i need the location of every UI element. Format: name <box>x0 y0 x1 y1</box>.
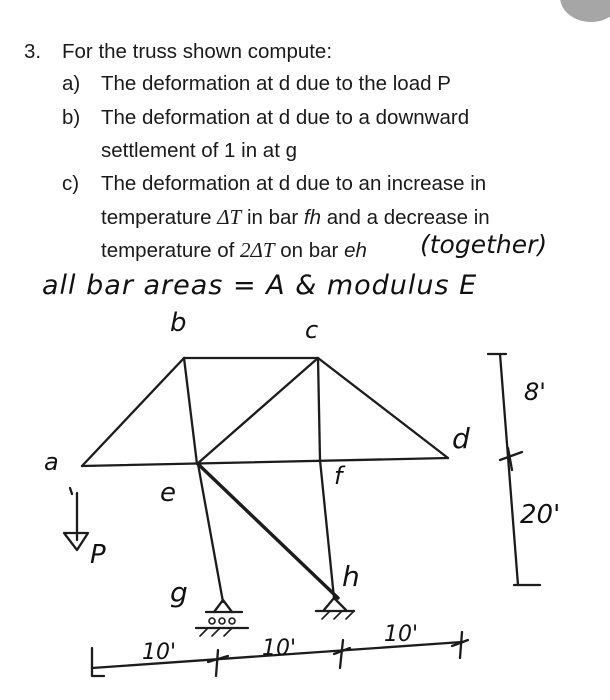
item-c-line2-suffix: and a decrease in <box>321 206 490 229</box>
dim-tick-2b <box>340 640 343 668</box>
support-g-hatch-2 <box>212 628 220 636</box>
item-c-line2-mid: in bar <box>241 206 304 229</box>
node-label-e: e <box>160 478 176 508</box>
item-c-two-delta-t: 2ΔT <box>240 238 275 262</box>
item-b-label: b) <box>62 106 81 129</box>
roller-g-1 <box>209 618 215 624</box>
item-c-bar-eh: eh <box>344 239 367 262</box>
item-b-text-line2: settlement of 1 in at g <box>101 139 298 162</box>
load-label-p: P <box>90 540 106 570</box>
item-a-label: a) <box>62 72 81 95</box>
bar-ad <box>82 458 448 466</box>
dim-label-span2: 10' <box>262 636 297 661</box>
roller-g-3 <box>229 618 235 624</box>
support-h-hatch-1 <box>322 611 330 619</box>
item-c-text-line1: The deformation at d due to an increase in <box>101 172 487 195</box>
bar-ce <box>197 358 318 464</box>
bar-cd <box>318 358 448 458</box>
dim-tick-1b <box>216 650 218 676</box>
support-h <box>324 598 346 610</box>
note-bar-areas: all bar areas = A & modulus E <box>42 270 478 301</box>
support-h-hatch-3 <box>346 611 354 619</box>
roller-g-2 <box>219 618 225 624</box>
node-label-h: h <box>342 560 360 593</box>
load-tick <box>70 488 72 494</box>
support-h-hatch-2 <box>334 611 342 619</box>
support-g <box>214 600 232 612</box>
support-g-hatch-3 <box>224 628 232 636</box>
node-label-f: f <box>334 462 343 490</box>
support-g-hatch <box>200 628 208 636</box>
bar-fh <box>320 460 334 598</box>
bar-ab <box>82 358 184 466</box>
item-c-line3-mid: on bar <box>274 239 345 262</box>
item-c-line2-prefix: temperature <box>101 206 218 229</box>
node-label-d: d <box>452 422 470 455</box>
node-label-a: a <box>44 448 59 476</box>
note-together: (together) <box>420 230 548 259</box>
node-label-g: g <box>170 576 188 609</box>
item-a-text: The deformation at d due to the load P <box>101 72 451 95</box>
dim-right-line <box>500 354 518 585</box>
item-c-delta-t: ΔT <box>217 205 242 229</box>
dim-label-height-bottom: 20' <box>520 500 561 530</box>
item-c-line3-prefix: temperature of <box>101 239 241 262</box>
problem-lead: For the truss shown compute: <box>62 40 333 63</box>
node-label-c: c <box>305 316 319 344</box>
dim-tick-3b <box>460 632 462 658</box>
problem-number: 3. <box>24 40 42 63</box>
dim-label-height-top: 8' <box>524 378 546 406</box>
bar-be <box>184 358 197 464</box>
item-c-label: c) <box>62 172 80 195</box>
dim-label-span3: 10' <box>384 622 419 647</box>
item-c-bar-fh: fh <box>303 206 322 229</box>
dim-label-span1: 10' <box>142 640 177 665</box>
item-b-text-line1: The deformation at d due to a downward <box>101 106 470 129</box>
node-label-b: b <box>170 308 187 338</box>
dim-left-end <box>92 648 104 676</box>
bar-cf <box>318 358 320 460</box>
